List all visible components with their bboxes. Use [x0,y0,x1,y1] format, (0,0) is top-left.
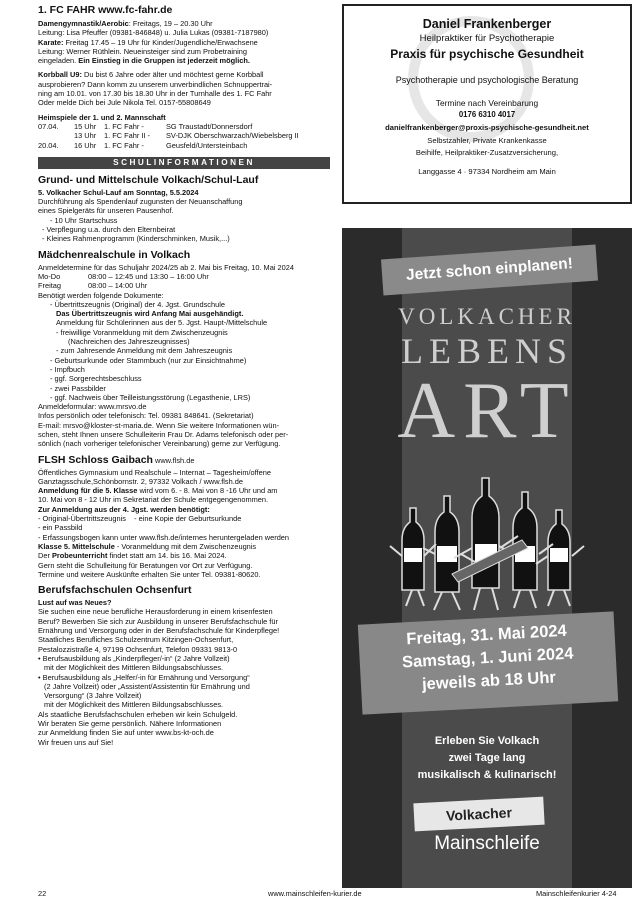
poster-tagline: Erleben Sie Volkach zwei Tage lang musikalisch & kulinarisch! [417,735,557,781]
fc-line: Karate: Freitag 17.45 – 19 Uhr für Kinder/Jugendliche/Erwachsene [38,37,258,47]
flsh-line: Termine und weitere Auskünfte erhalten Sie unter Tel. 09381-80620. [38,569,261,579]
poster-time: jeweils ab 18 Uhr [421,668,557,694]
poster-logo-mainschleife: Mainschleife [434,833,540,854]
therapy-ad [342,4,632,204]
bfs-line: • Berufsausbildung als „Kinderpfleger/-in“ (2 Jahre Vollzeit) [38,653,230,663]
mrs-hours: Freitag 08:00 – 14:00 Uhr [38,281,148,291]
ad-phone: 0176 6310 4017 [458,110,516,119]
mrs-title: Mädchenrealschule in Volkach [38,248,191,261]
ad-payers: Selbstzahler, Private Krankenkasse [427,136,547,145]
ad-practice: Praxis für psychische Gesundheit [390,47,584,61]
poster-logo-volkacher: Volkacher [413,797,544,832]
gms-line: Durchführung als Spendenlauf zugunsten der Neuanschaffung [38,197,243,207]
gms-line: - Kleines Rahmenprogramm (Kinderschminken, Musik,...) [42,234,230,244]
event-poster [342,228,632,888]
page-number: 22 [38,889,47,898]
bfs-line: • Berufsausbildung als „Helfer/-in für Ernährung und Versorgung“ [38,672,250,682]
poster-title-2: LEBENS [400,331,573,371]
mrs-line: Anmeldeformular: www.mrsvo.de [38,402,147,412]
ad-address: Langgasse 4 · 97334 Nordheim am Main [418,167,556,176]
ad-appointments: Termine nach Vereinbarung [435,98,539,108]
flsh-line: Der Probeunterricht findet statt am 14. bis 16. Mai 2024. [38,551,227,561]
mrs-hours: Mo-Do 08:00 – 12:45 und 13:30 – 16:00 Uhr [38,271,209,281]
fc-line: Damengymnastik/Aerobic: Freitags, 19 – 20.30 Uhr [38,19,213,28]
fc-title: 1. FC FAHR www.fc-fahr.de [38,4,173,16]
flsh-line: Klasse 5. Mittelschule - Voranmeldung mit dem Zwischenzeugnis [38,541,257,551]
flsh-line: 10. Mai von 8 - 12 Uhr im Sekretariat der Schule entgegengenommen. [38,495,269,505]
flsh-title: FLSH Schloss Gaibach www.flsh.de [38,453,195,466]
bfs-line: Ernährung und Versorgung oder in der Berufsfachschule für Kinderpflege! [38,626,280,636]
fc-line: eingeladen. Ein Einstieg in die Gruppen ist jederzeit möglich. [38,56,250,66]
ad-services: Psychotherapie und psychologische Beratung [395,75,579,85]
mrs-line: Benötigt werden folgende Dokumente: [38,290,164,300]
korbball-text: Korbball U9: Du bist 6 Jahre oder älter und möchtest gerne Korbball [38,70,264,80]
flsh-line: Anmeldung für die 5. Klasse wird vom 6. - 8. Mai von 8 -16 Uhr und am [38,486,278,496]
ad-email[interactable]: danielfrankenberger@proxis-psychische-gesundheit.net [385,123,589,132]
mrs-line: Anmeldetermine für das Schuljahr 2024/25 ab 2. Mai bis Freitag, 10. Mai 2024 [38,262,294,272]
flsh-line: - Original-Übertrittszeugnis - eine Kopie der Geburtsurkunde [38,514,242,524]
bfs-line: Sie suchen eine neue berufliche Herausforderung in einem krisenfesten [38,607,273,617]
mrs-doc: (Nachreichen des Jahreszeugnisses) [68,337,190,347]
bfs-line: zur Anmeldung finden Sie auf unter www.bs-kt-och.de [38,728,214,738]
mrs-line: sönlich (nach vorheriger telefonischer Vereinbarung) gerne zur Verfügung. [38,439,281,449]
game-row: 13 Uhr 1. FC Fahr II - SV-DJK Oberschwarzach/Wiebelsberg II [74,131,299,141]
footer-url[interactable]: www.mainschleifen-kurier.de [268,889,362,898]
ad-subtitle: Heilpraktiker für Psychotherapie [419,33,555,44]
poster-dates [358,611,618,714]
poster-banner: Jetzt schon einplanen! [381,245,598,296]
gms-title: Grund- und Mittelschule Volkach/Schul-Lauf [38,173,259,186]
bfs-line: (2 Jahre Vollzeit) oder „Assistent/Assistentin für Ernährung und [44,681,250,691]
bfs-line: Als staatliche Berufsfachschulen erheben wir kein Schulgeld. [38,709,238,719]
bfs-line: Lust auf was Neues? [38,598,112,608]
bfs-title: Berufsfachschulen Ochsenfurt [38,584,192,597]
mrs-line: E-mail: mrsvo@kloster-st-maria.de. Wenn Sie weitere Informationen wün- [38,420,280,430]
poster-date-1: Freitag, 31. Mai 2024 [405,621,568,649]
mrs-doc: - zwei Passbilder [50,383,106,393]
mrs-doc: - Impfbuch [50,364,85,374]
gms-line: - 10 Uhr Startschuss [50,215,118,225]
poster-title-3: ART [397,367,577,455]
bfs-line: mit der Möglichkeit des Mittleren Bildungsabschlusses. [44,663,224,673]
dancing-bottles-illustration [382,456,592,616]
bfs-line: Versorgung“ (3 Jahre Vollzeit) [44,691,142,701]
mrs-doc: - Übertrittszeugnis (Original) der 4. Jgst. Grundschule [50,299,225,309]
korbball-text: ausprobieren? Dann komm zu unserem unverbindlichen Schnuppertrai- [38,79,273,89]
fc-line: Leitung: Werner Rüthlein. Neueinsteiger sind zum Probetraining [38,46,247,56]
mrs-doc: - ggf. Nachweis über Teilleistungsstörung (Legasthenie, LRS) [50,392,251,402]
poster-date-2: Samstag, 1. Juni 2024 [401,644,574,672]
bfs-line: Beruf? Bewerben Sie sich zur Ausbildung in unserer Berufsfachschule für [38,616,278,626]
gms-line: - Verpflegung u.a. durch den Elternbeirat [42,225,176,235]
game-row: 07.04. 15 Uhr 1. FC Fahr - SG Traustadt/Donnersdorf [38,121,253,131]
bfs-line: mit der Möglichkeit des Mittleren Bildungsabschlusses. [44,700,224,710]
bfs-line: Staatliches Berufliches Schulzentrum Kitzingen-Ochsenfurt, [38,635,234,645]
game-row: 20.04. 16 Uhr 1. FC Fahr - Geusfeld/Untersteinbach [38,140,248,150]
korbball-text: ning am 10.01. von 17.30 bis 18.30 Uhr in der Turnhalle des 1. FC Fahr [38,89,272,99]
mrs-doc: Das Übertrittszeugnis wird Anfang Mai ausgehändigt. [56,309,244,319]
bfs-line: Wir freuen uns auf Sie! [38,737,114,747]
mrs-doc: - freiwillige Voranmeldung mit dem Zwischenzeugnis [56,327,228,337]
heimspiele-heading: Heimspiele der 1. und 2. Mannschaft [38,112,166,122]
flsh-line: Ganztagsschule,Schönbornstr. 2, 97332 Volkach / www.flsh.de [38,476,244,486]
ad-name: Daniel Frankenberger [422,17,552,31]
fc-line: Leitung: Lisa Pfeuffer (09381-846848) u. Julia Lukas (09381-7187980) [38,28,269,38]
poster-title-1: VOLKACHER [398,304,576,329]
bfs-line: Pestalozzistraße 4, 97199 Ochsenfurt, Telefon 09331 9813-0 [38,644,238,654]
mrs-doc: - ggf. Sorgerechtsbeschluss [50,374,142,384]
mrs-line: schen, steht Ihnen unsere Schulleiterin Frau Dr. Adams telefonisch oder per- [38,429,289,439]
korbball-text: Oder melde Dich bei Jule Nikola Tel. 0157-55808649 [38,98,211,108]
mrs-line: Infos persönlich oder telefonisch: Tel. 09381 848641. (Sekretariat) [38,411,254,421]
mrs-doc: Anmeldung für Schülerinnen aus der 5. Jgst. Haupt-/Mittelschule [56,318,268,328]
gms-line: eines Spielgeräts für unseren Pausenhof. [38,206,174,216]
flsh-line: Gern steht die Schulleitung für Beratungen vor Ort zur Verfügung. [38,560,253,570]
flsh-line: Zur Anmeldung aus der 4. Jgst. werden benötigt: [38,504,210,514]
flsh-line: Öffentliches Gymnasium und Realschule – Internat – Tagesheim/offene [38,467,271,477]
mrs-doc: - Geburtsurkunde oder Stammbuch (nur zur Einsichtnahme) [50,355,247,365]
flsh-line: - ein Passbild [38,523,83,533]
left-column [38,4,330,747]
mrs-doc: - zum Jahresende Anmeldung mit dem Jahreszeugnis [56,346,233,356]
footer-issue: Mainschleifenkurier 4-24 [536,889,617,898]
bfs-line: Wir beraten Sie gerne persönlich. Nähere Informationen [38,719,222,728]
flsh-line: - Erfassungsbogen kann unter www.flsh.de/internes heruntergeladen werden [38,532,290,542]
gms-sub: 5. Volkacher Schul-Lauf am Sonntag, 5.5.2024 [38,187,199,197]
section-bar: SCHULINFORMATIONEN [38,157,330,169]
ad-payers: Beihilfe, Heilpraktiker-Zusatzversicherung, [415,148,559,157]
